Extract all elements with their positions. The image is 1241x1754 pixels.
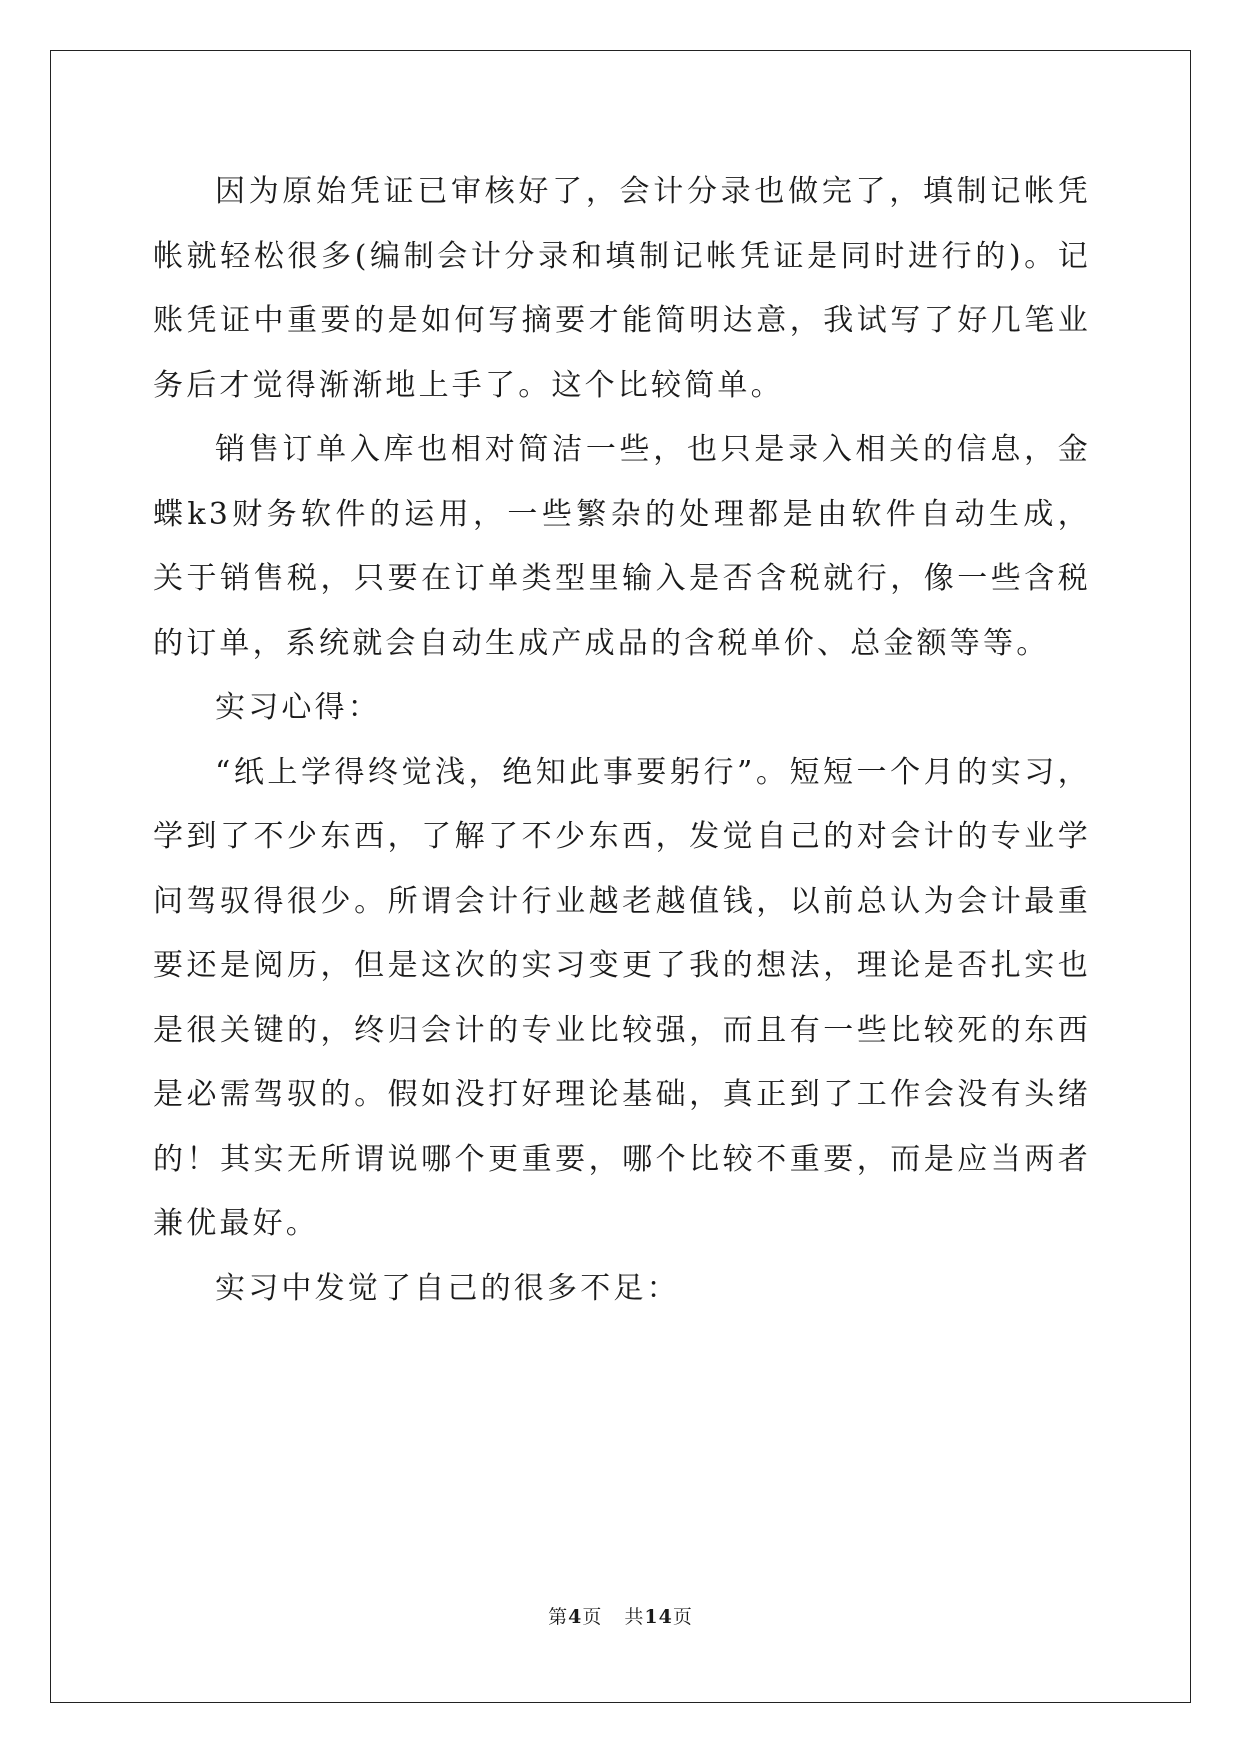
footer-page-suffix: 页 <box>582 1606 603 1628</box>
current-page-number: 4 <box>568 1606 583 1628</box>
footer-total-prefix: 共 <box>624 1606 645 1628</box>
total-pages-number: 14 <box>644 1606 673 1628</box>
paragraph: 因为原始凭证已审核好了，会计分录也做完了，填制记帐凭帐就轻松很多(编制会计分录和填制记帐凭证是同时进行的)。记账凭证中重要的是如何写摘要才能简明达意，我试写了好几笔业务后才觉得渐渐地上手了。这个比较简单。 <box>153 174 1091 403</box>
footer-total-suffix: 页 <box>672 1606 693 1628</box>
paragraph: 销售订单入库也相对简洁一些，也只是录入相关的信息，金蝶k3财务软件的运用，一些繁杂的处理都是由软件自动生成，关于销售税，只要在订单类型里输入是否含税就行，像一些含税的订单，系统就会自动生成产成品的含税单价、总金额等等。 <box>153 432 1091 661</box>
paragraph: 实习中发觉了自己的很多不足： <box>215 1270 680 1306</box>
page-footer <box>0 1602 1241 1629</box>
footer-prefix: 第 <box>548 1606 569 1628</box>
document-body <box>153 160 1091 1321</box>
paragraph: “纸上学得终觉浅，绝知此事要躬行”。短短一个月的实习，学到了不少东西，了解了不少东西，发觉自己的对会计的专业学问驾驭得很少。所谓会计行业越老越值钱，以前总认为会计最重要还是阅历，但是这次的实习变更了我的想法，理论是否扎实也是很关键的，终归会计的专业比较强，而且有一些比较死的东西是必需驾驭的。假如没打好理论基础，真正到了工作会没有头绪的！其实无所谓说哪个更重要，哪个比较不重要，而是应当两者兼优最好。 <box>153 754 1091 1241</box>
paragraph: 实习心得： <box>215 690 381 725</box>
